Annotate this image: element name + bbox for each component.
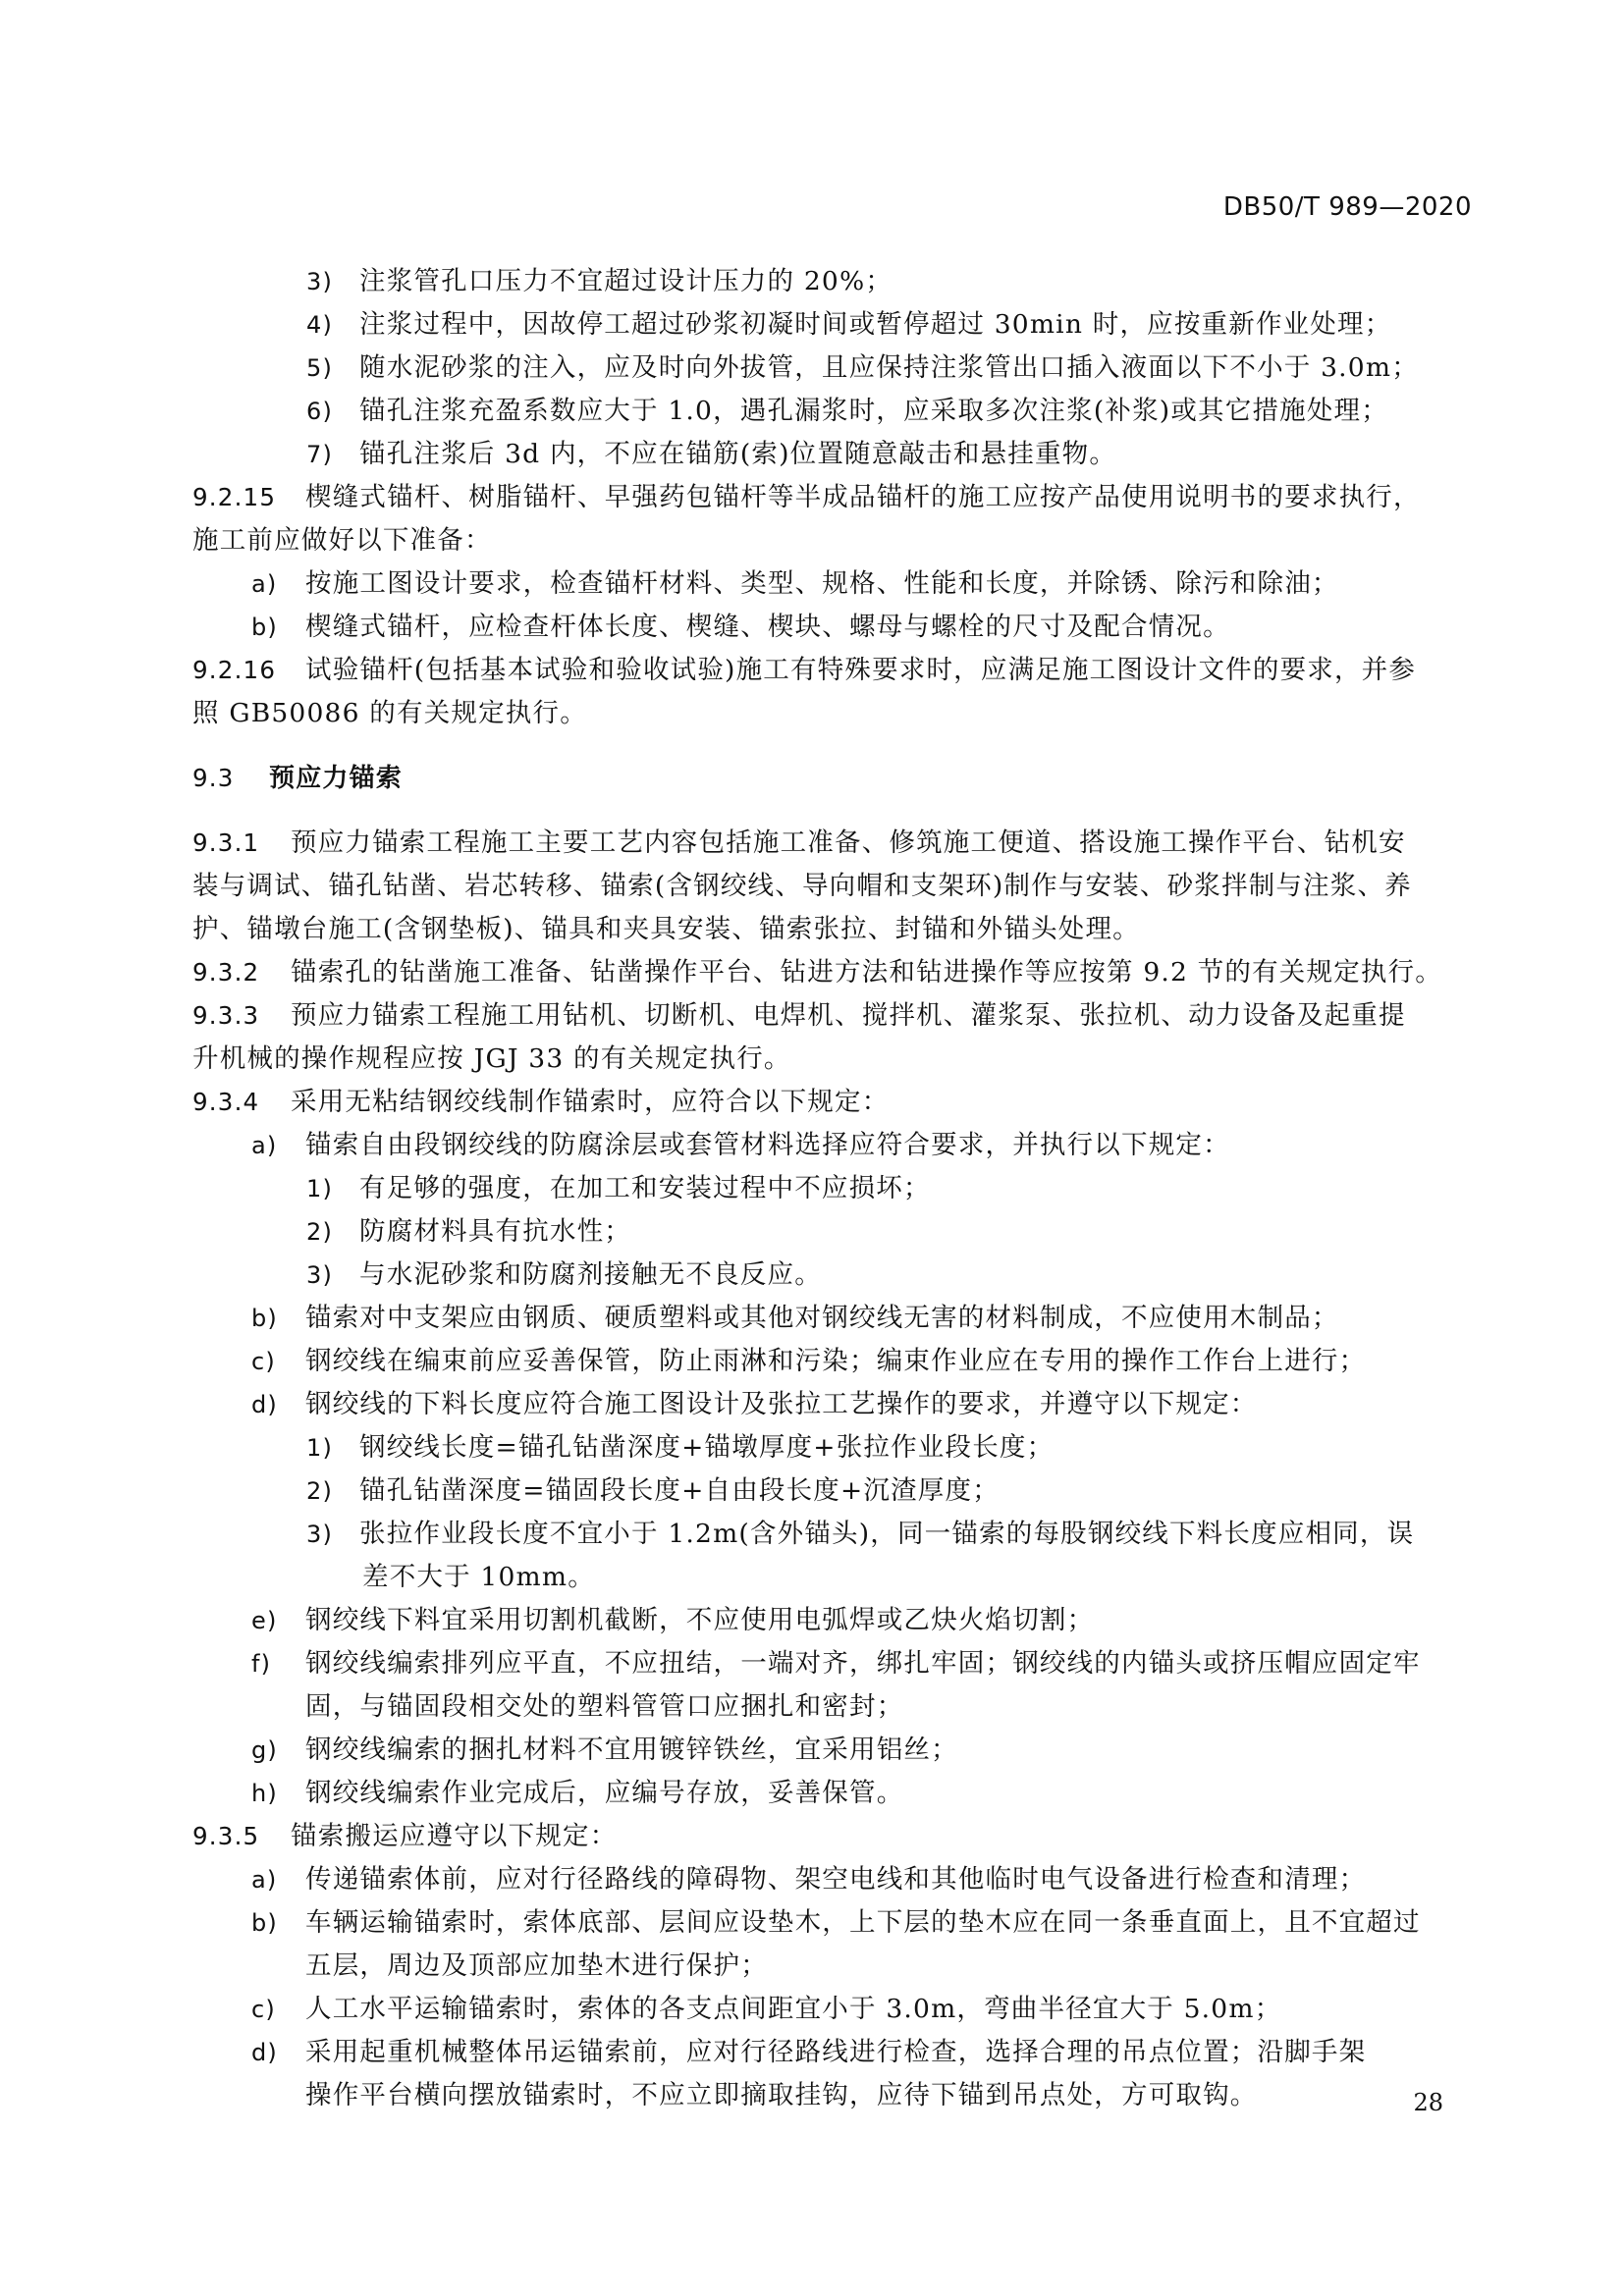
item-text: 钢绞线编索作业完成后，应编号存放，妥善保管。 <box>305 1778 904 1808</box>
list-item-continuation <box>192 1945 1475 1988</box>
item-text: 钢绞线编索的捆扎材料不宜用镀锌铁丝，宜采用铝丝； <box>305 1735 958 1765</box>
item-text: 五层，周边及顶部应加垫木进行保护； <box>305 1950 768 1981</box>
item-marker: c) <box>251 1348 276 1375</box>
item-text: 钢绞线编索排列应平直，不应扭结，一端对齐，绑扎牢固；钢绞线的内锚头或挤压帽应固定牢 <box>305 1648 1421 1679</box>
list-item <box>192 1988 1475 2031</box>
item-text: 注浆过程中，因故停工超过砂浆初凝时间或暂停超过 30min 时，应按重新作业处理； <box>359 309 1392 340</box>
item-text: 有足够的强度，在加工和安装过程中不应损坏； <box>359 1173 931 1203</box>
clause-text: 施工前应做好以下准备： <box>192 525 492 556</box>
list-item <box>192 1383 1475 1426</box>
document-code: DB50/T 989—2020 <box>1222 192 1472 222</box>
clause-9-2-15 <box>192 476 1475 519</box>
list-item <box>192 1642 1475 1685</box>
item-text: 楔缝式锚杆，应检查杆体长度、楔缝、楔块、螺母与螺栓的尺寸及配合情况。 <box>305 612 1230 642</box>
list-item <box>192 1297 1475 1340</box>
item-text: 锚索对中支架应由钢质、硬质塑料或其他对钢绞线无害的材料制成，不应使用木制品； <box>305 1303 1339 1333</box>
clause-continuation <box>192 1038 1475 1081</box>
list-item <box>192 1254 1475 1297</box>
item-marker: g) <box>251 1736 278 1764</box>
list-item <box>192 606 1475 649</box>
item-text: 钢绞线长度=锚孔钻凿深度+锚墩厚度+张拉作业段长度； <box>359 1432 1055 1463</box>
item-marker: 7) <box>306 441 334 468</box>
list-item <box>192 1426 1475 1469</box>
clause-9-3-4 <box>192 1081 1475 1124</box>
item-marker: a) <box>251 1132 278 1159</box>
list-item <box>192 1513 1475 1556</box>
item-marker: b) <box>251 614 278 641</box>
item-marker: 2) <box>306 1218 334 1246</box>
list-item <box>192 1729 1475 1772</box>
clause-number: 9.2.15 <box>192 483 277 511</box>
item-text: 与水泥砂浆和防腐剂接触无不良反应。 <box>359 1259 822 1290</box>
list-item <box>192 347 1475 390</box>
item-marker: h) <box>251 1780 278 1807</box>
item-text: 人工水平运输锚索时，索体的各支点间距宜小于 3.0m，弯曲半径宜大于 5.0m； <box>305 1994 1282 2024</box>
clause-text: 锚索搬运应遵守以下规定： <box>291 1821 618 1851</box>
item-marker: 6) <box>306 398 334 425</box>
list-item <box>192 1901 1475 1945</box>
clause-number: 9.2.16 <box>192 656 277 684</box>
item-text: 锚孔注浆充盈系数应大于 1.0，遇孔漏浆时，应采取多次注浆(补浆)或其它措施处理； <box>359 396 1388 426</box>
clause-continuation <box>192 692 1475 735</box>
clause-number: 9.3.1 <box>192 828 260 857</box>
item-text: 钢绞线的下料长度应符合施工图设计及张拉工艺操作的要求，并遵守以下规定： <box>305 1389 1258 1419</box>
clause-number: 9.3.2 <box>192 958 260 987</box>
list-item <box>192 1124 1475 1167</box>
clause-continuation <box>192 865 1475 908</box>
clause-text: 锚索孔的钻凿施工准备、钻凿操作平台、钻进方法和钻进操作等应按第 9.2 节的有关规定执行。 <box>291 957 1442 988</box>
item-text: 钢绞线在编束前应妥善保管，防止雨淋和污染；编束作业应在专用的操作工作台上进行； <box>305 1346 1367 1376</box>
item-text: 注浆管孔口压力不宜超过设计压力的 20%； <box>359 266 893 296</box>
clause-9-3-3 <box>192 994 1475 1038</box>
list-item <box>192 433 1475 476</box>
clause-9-2-16 <box>192 649 1475 692</box>
item-marker: a) <box>251 570 278 598</box>
item-text: 锚孔钻凿深度=锚固段长度+自由段长度+沉渣厚度； <box>359 1475 1000 1506</box>
list-item <box>192 1167 1475 1210</box>
list-item <box>192 1772 1475 1815</box>
list-item <box>192 260 1475 303</box>
item-marker: 1) <box>306 1434 334 1462</box>
item-marker: d) <box>251 1391 278 1418</box>
item-text: 防腐材料具有抗水性； <box>359 1216 631 1247</box>
clause-text: 升机械的操作规程应按 JGJ 33 的有关规定执行。 <box>192 1043 791 1074</box>
page-body <box>192 260 1475 2117</box>
page-number: 28 <box>1413 2089 1443 2116</box>
clause-9-3-5 <box>192 1815 1475 1858</box>
item-text: 车辆运输锚索时，索体底部、层间应设垫木，上下层的垫木应在同一条垂直面上，且不宜超过 <box>305 1907 1421 1938</box>
clause-continuation <box>192 908 1475 951</box>
clause-text: 楔缝式锚杆、树脂锚杆、早强药包锚杆等半成品锚杆的施工应按产品使用说明书的要求执行， <box>305 482 1421 512</box>
list-item-continuation <box>192 1685 1475 1729</box>
item-text: 采用起重机械整体吊运锚索前，应对行径路线进行检查，选择合理的吊点位置；沿脚手架 <box>305 2037 1367 2067</box>
item-text: 锚孔注浆后 3d 内，不应在锚筋(索)位置随意敲击和悬挂重物。 <box>359 439 1117 469</box>
section-heading <box>192 735 1475 822</box>
item-marker: 5) <box>306 354 334 382</box>
list-item-continuation <box>192 1556 1475 1599</box>
clause-text: 护、锚墩台施工(含钢垫板)、锚具和夹具安装、锚索张拉、封锚和外锚头处理。 <box>192 914 1140 944</box>
item-text: 固，与锚固段相交处的塑料管管口应捆扎和密封； <box>305 1691 904 1722</box>
clause-text: 预应力锚索工程施工主要工艺内容包括施工准备、修筑施工便道、搭设施工操作平台、钻机安 <box>291 828 1406 858</box>
item-marker: 1) <box>306 1175 334 1202</box>
clause-text: 预应力锚索工程施工用钻机、切断机、电焊机、搅拌机、灌浆泵、张拉机、动力设备及起重提 <box>291 1000 1406 1031</box>
clause-number: 9.3.5 <box>192 1822 260 1850</box>
list-item <box>192 1340 1475 1383</box>
item-marker: f) <box>251 1650 272 1678</box>
list-item <box>192 303 1475 347</box>
item-text: 传递锚索体前，应对行径路线的障碍物、架空电线和其他临时电气设备进行检查和清理； <box>305 1864 1367 1895</box>
item-text: 张拉作业段长度不宜小于 1.2m(含外锚头)，同一锚索的每股钢绞线下料长度应相同，误 <box>359 1519 1415 1549</box>
item-text: 随水泥砂浆的注入，应及时向外拔管，且应保持注浆管出口插入液面以下不小于 3.0m； <box>359 352 1419 383</box>
item-text: 差不大于 10mm。 <box>362 1562 595 1592</box>
clause-number: 9.3.4 <box>192 1088 260 1116</box>
item-text: 钢绞线下料宜采用切割机截断，不应使用电弧焊或乙炔火焰切割； <box>305 1605 1095 1635</box>
list-item <box>192 1858 1475 1901</box>
clause-text: 试验锚杆(包括基本试验和验收试验)施工有特殊要求时，应满足施工图设计文件的要求，并参 <box>305 655 1417 685</box>
section-number: 9.3 <box>192 764 235 792</box>
item-marker: b) <box>251 1909 278 1937</box>
list-item <box>192 1469 1475 1513</box>
item-marker: d) <box>251 2039 278 2066</box>
item-text: 操作平台横向摆放锚索时，不应立即摘取挂钩，应待下锚到吊点处，方可取钩。 <box>305 2080 1258 2110</box>
clause-9-3-2 <box>192 951 1475 994</box>
item-marker: 3) <box>306 1521 334 1548</box>
list-item <box>192 1210 1475 1254</box>
item-marker: 3) <box>306 1261 334 1289</box>
list-item-continuation <box>192 2074 1475 2117</box>
clause-9-3-1 <box>192 822 1475 865</box>
item-marker: b) <box>251 1305 278 1332</box>
item-text: 按施工图设计要求，检查锚杆材料、类型、规格、性能和长度，并除锈、除污和除油； <box>305 568 1339 599</box>
clause-text: 采用无粘结钢绞线制作锚索时，应符合以下规定： <box>291 1087 890 1117</box>
item-marker: e) <box>251 1607 278 1634</box>
item-marker: 2) <box>306 1477 334 1505</box>
list-item <box>192 390 1475 433</box>
list-item <box>192 562 1475 606</box>
list-item <box>192 2031 1475 2074</box>
item-marker: 3) <box>306 268 334 295</box>
list-item <box>192 1599 1475 1642</box>
clause-continuation <box>192 519 1475 562</box>
item-marker: 4) <box>306 311 334 339</box>
section-title: 预应力锚索 <box>269 764 404 793</box>
clause-number: 9.3.3 <box>192 1001 260 1030</box>
item-marker: a) <box>251 1866 278 1894</box>
clause-text: 照 GB50086 的有关规定执行。 <box>192 698 587 728</box>
item-text: 锚索自由段钢绞线的防腐涂层或套管材料选择应符合要求，并执行以下规定： <box>305 1130 1230 1160</box>
clause-text: 装与调试、锚孔钻凿、岩芯转移、锚索(含钢绞线、导向帽和支架环)制作与安装、砂浆拌制与注浆、养 <box>192 871 1412 901</box>
item-marker: c) <box>251 1996 276 2023</box>
